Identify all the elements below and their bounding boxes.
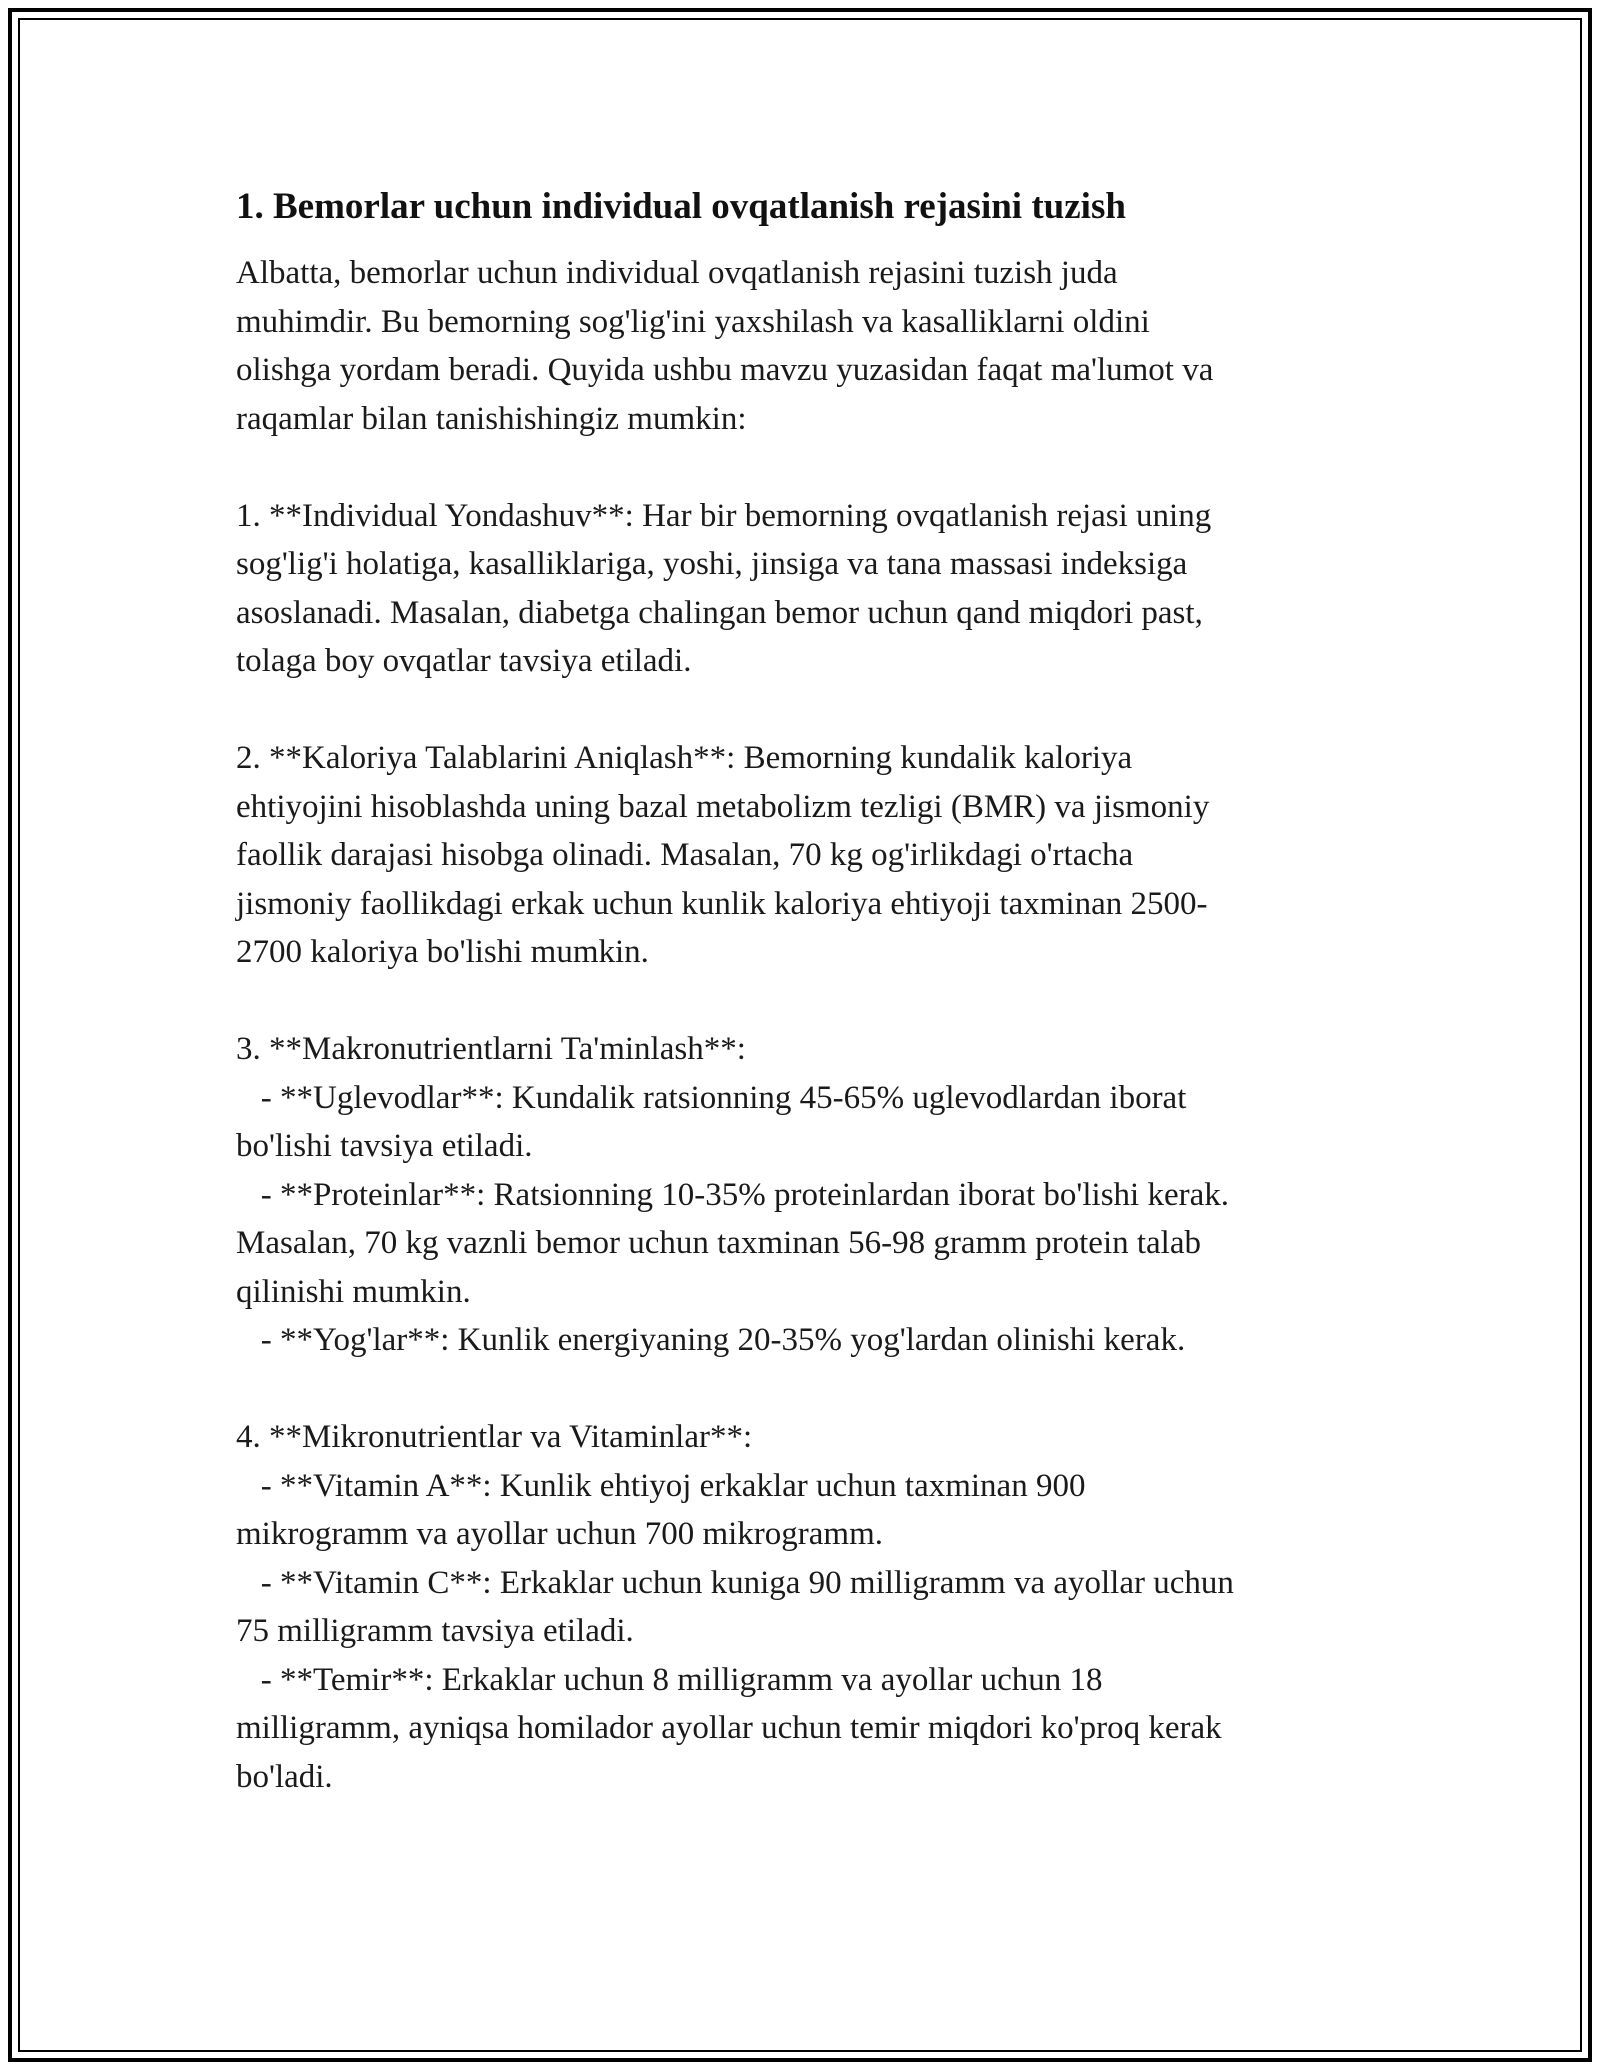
section-individual-approach: 1. **Individual Yondashuv**: Har bir bemorning ovqatlanish rejasi uning sog'lig'i holatiga, kasalliklariga, yoshi, jinsiga va tana massasi indeksiga asoslanadi. Masalan, diabetga chalingan bemor uchun qand miqdori past, tolaga boy ovqatlar tavsiya etiladi. <box>236 497 1212 679</box>
section-macronutrients: 3. **Makronutrientlarni Ta'minlash**: - **Uglevodlar**: Kundalik ratsionning 45-65% uglevodlardan iborat bo'lishi tavsiya etiladi. - **Proteinlar**: Ratsionning 10-35% proteinlardan iborat bo'lishi kerak. Masalan, 70 kg vaznli bemor uchun taxminan 56-98 gramm protein talab qilinishi mumkin. - **Yog'lar**: Kunlik energiyaning 20-35% yog'lardan olinishi kerak. <box>236 1031 1229 1358</box>
paragraph-gap <box>236 977 1366 1026</box>
section-calorie-requirements: 2. **Kaloriya Talablarini Aniqlash**: Bemorning kundalik kaloriya ehtiyojini hisoblashda uning bazal metabolizm tezligi (BMR) va jismoniy faollik darajasi hisobga olinadi. Masalan, 70 kg og'irlikdagi o'rtacha jismoniy faollikdagi erkak uchun kunlik kaloriya ehtiyoji taxminan 2500- 2700 kaloriya bo'lishi mumkin. <box>236 740 1210 970</box>
paragraph-gap <box>236 686 1366 735</box>
intro-paragraph: Albatta, bemorlar uchun individual ovqatlanish rejasini tuzish juda muhimdir. Bu bemorning sog'lig'ini yaxshilash va kasalliklarni oldini olishga yordam beradi. Quyida ushbu mavzu yuzasidan faqat ma'lumot va raqamlar bilan tanishishingiz mumkin: <box>236 255 1214 437</box>
document-title: 1. Bemorlar uchun individual ovqatlanish rejasini tuzish <box>236 186 1126 227</box>
document-body <box>236 185 1366 1801</box>
paragraph-gap <box>236 1365 1366 1414</box>
section-micronutrients: 4. **Mikronutrientlar va Vitaminlar**: - **Vitamin A**: Kunlik ehtiyoj erkaklar uchun taxminan 900 mikrogramm va ayollar uchun 700 mikrogramm. - **Vitamin C**: Erkaklar uchun kuniga 90 milligramm va ayollar uchun 75 milligramm tavsiya etiladi. - **Temir**: Erkaklar uchun 8 milligramm va ayollar uchun 18 milligramm, ayniqsa homilador ayollar uchun temir miqdori ko'proq kerak bo'ladi. <box>236 1419 1234 1795</box>
paragraph-gap <box>236 443 1366 492</box>
